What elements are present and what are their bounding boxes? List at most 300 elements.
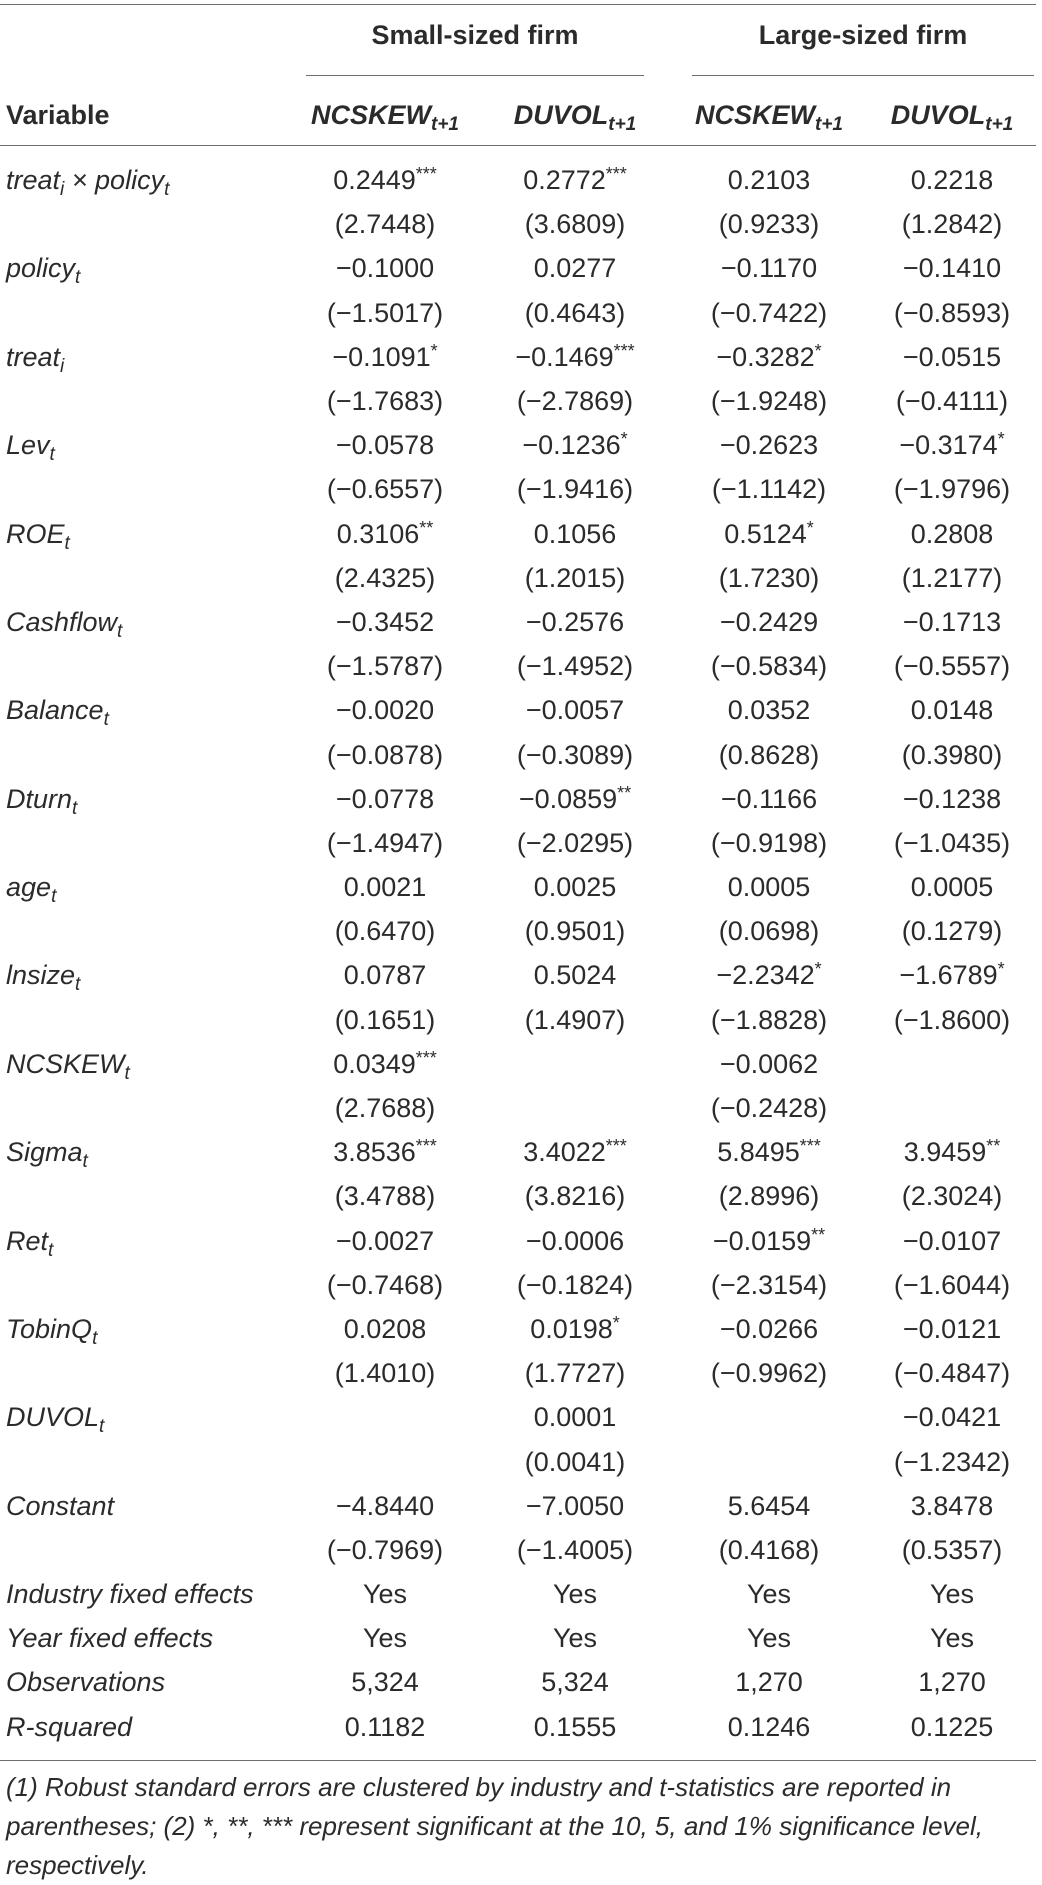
coefficient-cell [480, 1484, 670, 1528]
variable-name-cell [0, 423, 290, 467]
t-statistic-row [0, 379, 1036, 423]
variable-name-cell [0, 246, 290, 290]
variable-subscript: t [103, 709, 109, 731]
coefficient-value: 0.2218 [910, 165, 994, 196]
coefficient-cell [670, 1307, 868, 1351]
t-statistic-cell [670, 1439, 868, 1483]
coefficient-cell [290, 600, 480, 644]
coefficient-cell [290, 1219, 480, 1263]
significance-stars: * [997, 429, 1005, 450]
empty-label-cell [0, 1528, 290, 1572]
empty-label-cell [0, 1439, 290, 1483]
coefficient-value: 0.0198 [530, 1313, 613, 1344]
coefficient-cell [670, 423, 868, 467]
coefficient-cell [480, 688, 670, 732]
summary-value: Yes [746, 1579, 792, 1610]
t-statistic-cell: (2.4325) [334, 562, 436, 593]
column-header-base: NCSKEW [311, 100, 431, 130]
t-statistic-cell: (−2.7869) [516, 386, 634, 417]
coefficient-value: −7.0050 [525, 1490, 625, 1521]
variable-name: treat [6, 165, 61, 196]
column-header-2 [480, 100, 670, 135]
coefficient-cell [480, 335, 670, 379]
significance-stars: * [806, 517, 814, 538]
variable-name-cell [0, 865, 290, 909]
variable-subscript: i [60, 179, 65, 201]
regression-table-body [0, 158, 1036, 1749]
coefficient-value: 3.4022 [523, 1137, 606, 1168]
coefficient-row [0, 1395, 1036, 1439]
t-statistic-cell: (0.4643) [524, 297, 626, 328]
table-footnote: (1) Robust standard errors are clustered by industry and t-statistics are reported in parentheses; (2) *, **, *** represent significant at the 10, 5, and 1% significance level, respectively. [6, 1772, 984, 1880]
variable-name-cell [0, 1395, 290, 1439]
empty-label-cell [0, 732, 290, 776]
coefficient-cell [868, 158, 1036, 202]
t-statistic-cell: (1.4010) [334, 1358, 436, 1389]
coefficient-value: −0.0062 [719, 1048, 819, 1079]
t-statistic-cell: (−0.8593) [893, 297, 1011, 328]
significance-stars: * [814, 959, 822, 980]
coefficient-value: 5.8495 [717, 1137, 800, 1168]
empty-label-cell [0, 998, 290, 1042]
coefficient-cell [480, 246, 670, 290]
t-statistic-cell: (−0.6557) [326, 474, 444, 505]
summary-value: 5,324 [541, 1667, 609, 1698]
summary-value: Yes [746, 1623, 792, 1654]
t-statistic-cell: (−0.0878) [326, 739, 444, 770]
coefficient-row [0, 1307, 1036, 1351]
t-statistic-cell: (−0.5557) [893, 651, 1011, 682]
summary-value: 0.1555 [533, 1711, 617, 1742]
t-statistic-cell: (0.0698) [718, 916, 820, 947]
coefficient-cell [868, 953, 1036, 997]
coefficient-value: 0.2772 [523, 165, 606, 196]
coefficient-value: −0.2576 [525, 606, 625, 637]
empty-label-cell [0, 644, 290, 688]
variable-name: Constant [6, 1490, 115, 1521]
coefficient-cell [290, 1484, 480, 1528]
summary-value: Yes [552, 1579, 598, 1610]
coefficient-cell [670, 158, 868, 202]
coefficient-cell [868, 1219, 1036, 1263]
coefficient-cell [868, 777, 1036, 821]
summary-row [0, 1660, 1036, 1704]
empty-label-cell [0, 909, 290, 953]
summary-label: Industry fixed effects [6, 1579, 254, 1610]
coefficient-value: −0.1713 [902, 606, 1002, 637]
coefficient-value: −0.0859 [518, 783, 618, 814]
significance-stars: *** [415, 164, 437, 185]
coefficient-value: 0.0005 [727, 872, 811, 903]
t-statistic-cell: (−1.9416) [516, 474, 634, 505]
header-rule [0, 145, 1036, 146]
coefficient-cell [670, 688, 868, 732]
coefficient-value: −0.0006 [525, 1225, 625, 1256]
coefficient-value: 0.5124 [724, 518, 807, 549]
coefficient-value: −0.0421 [902, 1402, 1002, 1433]
variable-subscript: t [82, 1151, 88, 1173]
coefficient-value: 5.6454 [727, 1490, 811, 1521]
group-header-large-firm: Large-sized firm [758, 20, 968, 50]
coefficient-row [0, 953, 1036, 997]
significance-stars: ** [617, 782, 632, 803]
coefficient-value: −0.2623 [719, 430, 819, 461]
t-statistic-cell: (1.2177) [901, 562, 1003, 593]
variable-name-cell [0, 1307, 290, 1351]
variable-name-cell [0, 158, 290, 202]
coefficient-cell [868, 688, 1036, 732]
coefficient-cell [670, 512, 868, 556]
coefficient-cell [290, 1042, 480, 1086]
variable-subscript: t [51, 886, 57, 908]
significance-stars: * [997, 959, 1005, 980]
coefficient-value: −0.0057 [525, 695, 625, 726]
coefficient-cell [670, 865, 868, 909]
coefficient-cell [868, 1395, 1036, 1439]
empty-label-cell [0, 291, 290, 335]
coefficient-value: 0.0025 [533, 872, 617, 903]
coefficient-value: −0.0515 [902, 341, 1002, 372]
summary-value: Yes [362, 1579, 408, 1610]
t-statistic-cell: (1.4907) [524, 1004, 626, 1035]
variable-name: NCSKEW [6, 1048, 125, 1079]
summary-label: Year fixed effects [6, 1623, 214, 1654]
t-statistic-row [0, 998, 1036, 1042]
significance-stars: ** [419, 517, 434, 538]
coefficient-value: −0.3174 [899, 430, 998, 461]
significance-stars: *** [605, 1136, 627, 1157]
coefficient-value: −0.0578 [335, 430, 435, 461]
coefficient-value: −0.1238 [902, 783, 1002, 814]
variable-subscript: t [75, 267, 81, 289]
variable-subscript: t [117, 620, 123, 642]
coefficient-row [0, 423, 1036, 467]
variable-name: policy [6, 253, 76, 284]
coefficient-value: −0.1166 [720, 783, 818, 814]
variable-name-cell [0, 512, 290, 556]
variable-suffix: × policy [64, 165, 165, 196]
t-statistic-cell: (−1.8828) [710, 1004, 828, 1035]
empty-label-cell [0, 202, 290, 246]
t-statistic-row [0, 1528, 1036, 1572]
variable-subscript: t [72, 797, 78, 819]
t-statistic-cell: (0.9233) [718, 209, 820, 240]
t-statistic-row [0, 467, 1036, 511]
coefficient-value: −0.3282 [716, 341, 815, 372]
t-statistic-cell: (0.4168) [718, 1534, 820, 1565]
coefficient-value: −0.0778 [335, 783, 435, 814]
t-statistic-row [0, 1439, 1036, 1483]
summary-value: 0.1182 [344, 1711, 426, 1742]
coefficient-cell [480, 158, 670, 202]
t-statistic-row [0, 644, 1036, 688]
group-header-small-firm: Small-sized firm [371, 20, 579, 50]
coefficient-row [0, 246, 1036, 290]
empty-label-cell [0, 556, 290, 600]
t-statistic-cell: (3.8216) [524, 1181, 626, 1212]
coefficient-value: 0.1056 [533, 518, 617, 549]
coefficient-cell [670, 1219, 868, 1263]
coefficient-cell [670, 335, 868, 379]
t-statistic-cell: (0.6470) [334, 916, 436, 947]
top-rule [0, 4, 1036, 5]
coefficient-value: 0.0001 [533, 1402, 617, 1433]
t-statistic-cell: (1.2842) [901, 209, 1003, 240]
significance-stars: *** [613, 340, 635, 361]
summary-row [0, 1705, 1036, 1749]
variable-name: age [6, 872, 52, 903]
coefficient-cell [290, 688, 480, 732]
variable-name-cell [0, 688, 290, 732]
t-statistic-row [0, 291, 1036, 335]
coefficient-value: 3.8478 [910, 1490, 994, 1521]
coefficient-cell [868, 600, 1036, 644]
coefficient-value: 0.5024 [533, 960, 617, 991]
coefficient-cell [670, 600, 868, 644]
coefficient-cell [480, 777, 670, 821]
coefficient-cell [670, 953, 868, 997]
t-statistic-cell: (−1.6044) [893, 1269, 1011, 1300]
coefficient-cell [290, 953, 480, 997]
variable-name: Lev [6, 430, 50, 461]
empty-label-cell [0, 1174, 290, 1218]
t-statistic-cell: (3.4788) [334, 1181, 436, 1212]
coefficient-cell [290, 865, 480, 909]
column-header-sub: t+1 [815, 114, 843, 135]
variable-name: lnsize [6, 960, 76, 991]
t-statistic-cell: (2.7688) [334, 1093, 436, 1124]
coefficient-value: 0.2449 [333, 165, 416, 196]
variable-name: treat [6, 341, 61, 372]
summary-value: Yes [362, 1623, 408, 1654]
coefficient-cell [868, 865, 1036, 909]
column-header-base: DUVOL [890, 100, 986, 130]
coefficient-cell [670, 1130, 868, 1174]
coefficient-value: −0.0020 [335, 695, 435, 726]
t-statistic-row [0, 202, 1036, 246]
coefficient-row [0, 777, 1036, 821]
variable-subscript: t [49, 444, 55, 466]
empty-label-cell [0, 821, 290, 865]
coefficient-value: −0.1000 [335, 253, 435, 284]
coefficient-value: 3.8536 [333, 1137, 416, 1168]
coefficient-row [0, 1130, 1036, 1174]
column-header-base: DUVOL [513, 100, 609, 130]
variable-column-header: Variable [6, 100, 110, 130]
t-statistic-cell: (−1.5017) [326, 297, 444, 328]
variable-name: Balance [6, 695, 104, 726]
coefficient-cell [670, 777, 868, 821]
coefficient-row [0, 600, 1036, 644]
variable-name-cell [0, 1219, 290, 1263]
bottom-rule [0, 1760, 1036, 1761]
coefficient-value: 0.2103 [727, 165, 811, 196]
summary-label: R-squared [6, 1711, 133, 1742]
summary-value: Yes [929, 1579, 975, 1610]
t-statistic-cell: (−1.4947) [326, 827, 444, 858]
coefficient-cell [480, 1130, 670, 1174]
t-statistic-cell: (−0.7969) [326, 1534, 444, 1565]
empty-label-cell [0, 467, 290, 511]
t-statistic-cell: (2.7448) [334, 209, 436, 240]
t-statistic-cell: (0.9501) [524, 916, 626, 947]
coefficient-cell [480, 1395, 670, 1439]
coefficient-row [0, 335, 1036, 379]
t-statistic-row [0, 1174, 1036, 1218]
coefficient-value: 0.0277 [533, 253, 617, 284]
t-statistic-row [0, 732, 1036, 776]
coefficient-cell [290, 158, 480, 202]
coefficient-cell [868, 1307, 1036, 1351]
coefficient-value: −0.0159 [712, 1225, 812, 1256]
t-statistic-cell: (1.7727) [524, 1358, 626, 1389]
summary-value: 0.1225 [910, 1711, 994, 1742]
column-header-1 [290, 100, 480, 135]
variable-name: Cashflow [6, 606, 118, 637]
t-statistic-cell: (−1.4005) [516, 1534, 634, 1565]
variable-name-cell [0, 1042, 290, 1086]
coefficient-value: 0.0148 [910, 695, 994, 726]
t-statistic-row [0, 556, 1036, 600]
coefficient-cell [868, 1484, 1036, 1528]
coefficient-value: 0.0005 [910, 872, 994, 903]
variable-name-cell [0, 335, 290, 379]
coefficient-value: 3.9459 [903, 1137, 987, 1168]
variable-name: ROE [6, 518, 65, 549]
regression-table [0, 158, 1036, 1749]
coefficient-row [0, 512, 1036, 556]
summary-value: 0.1246 [727, 1711, 811, 1742]
t-statistic-cell: (0.3980) [901, 739, 1003, 770]
t-statistic-cell: (−1.8600) [893, 1004, 1011, 1035]
t-statistic-cell: (−0.7468) [326, 1269, 444, 1300]
t-statistic-cell: (0.0041) [524, 1446, 626, 1477]
significance-stars: *** [799, 1136, 821, 1157]
coefficient-value: −0.0107 [902, 1225, 1002, 1256]
coefficient-cell [480, 600, 670, 644]
t-statistic-cell: (−1.7683) [326, 386, 444, 417]
variable-subscript: t [64, 532, 70, 554]
coefficient-value: −2.2342 [716, 960, 815, 991]
column-header-base: NCSKEW [695, 100, 815, 130]
coefficient-cell [290, 423, 480, 467]
coefficient-cell [868, 512, 1036, 556]
coefficient-cell [290, 335, 480, 379]
coefficient-row [0, 1219, 1036, 1263]
t-statistic-cell: (−0.2428) [710, 1093, 828, 1124]
t-statistic-cell: (−0.9962) [710, 1358, 828, 1389]
column-header-3 [670, 100, 868, 135]
column-header-sub: t+1 [985, 114, 1014, 135]
t-statistic-cell: (−0.3089) [516, 739, 634, 770]
variable-name: TobinQ [6, 1313, 93, 1344]
coefficient-cell [290, 512, 480, 556]
coefficient-row [0, 158, 1036, 202]
coefficient-row [0, 865, 1036, 909]
t-statistic-cell: (−0.7422) [710, 297, 828, 328]
coefficient-value: 0.0208 [343, 1313, 427, 1344]
significance-stars: ** [986, 1136, 1001, 1157]
variable-subscript: t [92, 1327, 98, 1349]
coefficient-cell [868, 246, 1036, 290]
variable-subscript: i [60, 355, 65, 377]
empty-label-cell [0, 1351, 290, 1395]
t-statistic-row [0, 1351, 1036, 1395]
coefficient-cell [480, 1307, 670, 1351]
t-statistic-cell: (2.8996) [718, 1181, 820, 1212]
t-statistic-row [0, 821, 1036, 865]
summary-row [0, 1572, 1036, 1616]
t-statistic-cell: (0.1279) [901, 916, 1003, 947]
coefficient-row [0, 1484, 1036, 1528]
variable-name: Dturn [6, 783, 73, 814]
coefficient-value: −0.1170 [720, 253, 818, 284]
summary-value: Yes [552, 1623, 598, 1654]
column-header-sub: t+1 [608, 114, 637, 135]
coefficient-cell [480, 423, 670, 467]
coefficient-value: −0.1410 [902, 253, 1002, 284]
t-statistic-cell [480, 1086, 670, 1130]
t-statistic-cell: (−2.3154) [710, 1269, 828, 1300]
significance-stars: ** [811, 1224, 826, 1245]
significance-stars: * [814, 340, 822, 361]
summary-value: 5,324 [351, 1667, 419, 1698]
t-statistic-cell [868, 1086, 1036, 1130]
t-statistic-cell: (1.7230) [718, 562, 820, 593]
t-statistic-cell: (−0.4847) [893, 1358, 1011, 1389]
t-statistic-cell: (1.2015) [524, 562, 626, 593]
t-statistic-cell: (−1.9248) [710, 386, 828, 417]
summary-value: Yes [929, 1623, 975, 1654]
variable-name-cell [0, 1484, 290, 1528]
coefficient-value: −0.2429 [719, 606, 819, 637]
summary-label: Observations [6, 1667, 166, 1698]
t-statistic-cell: (−1.4952) [516, 651, 634, 682]
coefficient-cell [868, 1042, 1036, 1086]
significance-stars: *** [415, 1136, 437, 1157]
coefficient-value: 0.0349 [333, 1048, 416, 1079]
coefficient-value: 0.0352 [727, 695, 811, 726]
coefficient-cell [480, 512, 670, 556]
variable-name: DUVOL [6, 1402, 100, 1433]
coefficient-value: −0.3452 [335, 606, 435, 637]
t-statistic-cell: (0.1651) [334, 1004, 436, 1035]
empty-label-cell [0, 379, 290, 423]
coefficient-cell [480, 1219, 670, 1263]
t-statistic-cell: (−1.2342) [893, 1446, 1011, 1477]
variable-name-cell [0, 777, 290, 821]
coefficient-cell [670, 1042, 868, 1086]
t-statistic-row [0, 909, 1036, 953]
significance-stars: * [620, 429, 628, 450]
t-statistic-cell: (−2.0295) [516, 827, 634, 858]
coefficient-cell [670, 246, 868, 290]
t-statistic-row [0, 1263, 1036, 1307]
column-header-sub: t+1 [431, 114, 459, 135]
coefficient-cell [480, 1042, 670, 1086]
significance-stars: * [430, 340, 438, 361]
group-underline-small [306, 75, 644, 76]
coefficient-cell [868, 423, 1036, 467]
coefficient-value: −1.6789 [899, 960, 998, 991]
variable-name-cell [0, 1130, 290, 1174]
coefficient-value: 0.0021 [343, 872, 427, 903]
t-statistic-cell [290, 1439, 480, 1483]
coefficient-value: 0.2808 [910, 518, 994, 549]
coefficient-cell [290, 1130, 480, 1174]
coefficient-row [0, 688, 1036, 732]
coefficient-value: −0.0266 [719, 1313, 819, 1344]
